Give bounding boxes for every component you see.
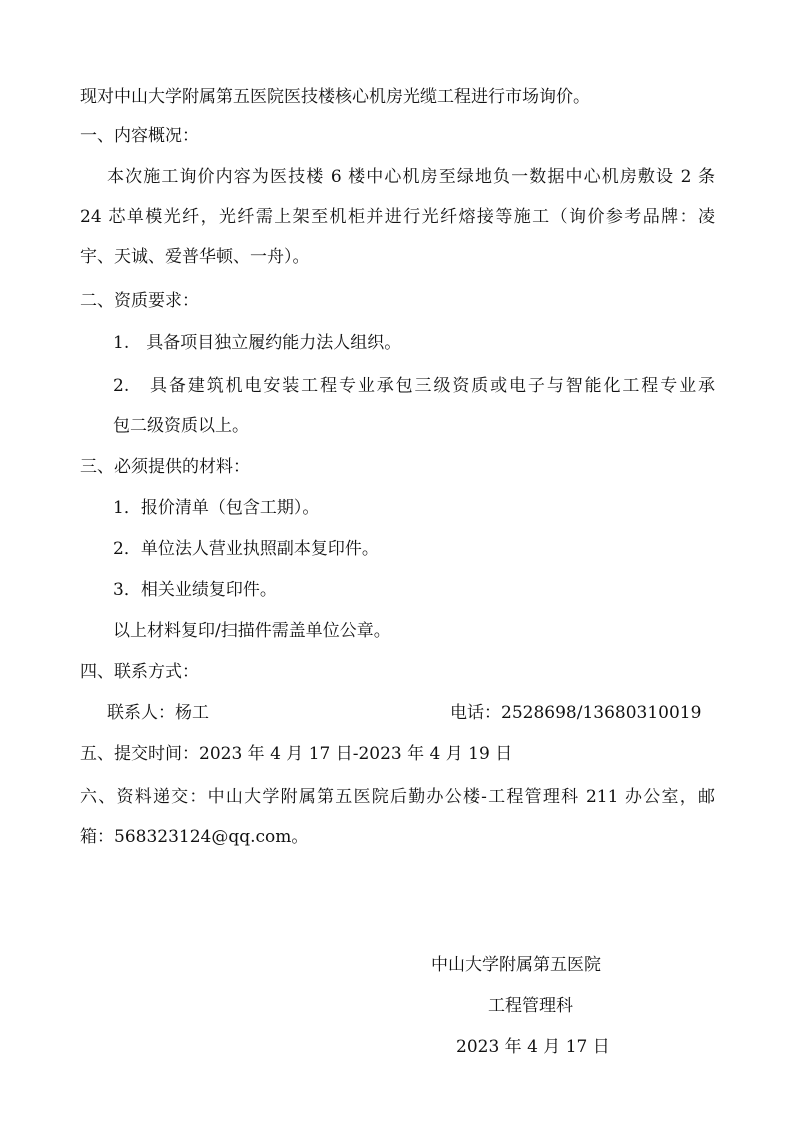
signature-department: 工程管理科 [488, 996, 573, 1016]
materials-note: 以上材料复印/扫描件需盖单位公章。 [113, 621, 391, 641]
intro-paragraph: 现对中山大学附属第五医院医技楼核心机房光缆工程进行市场询价。 [80, 87, 590, 107]
section-heading-required-materials: 三、必须提供的材料： [80, 457, 250, 477]
qualification-item: 1. 具备项目独立履约能力法人组织。 [113, 333, 402, 353]
section-heading-content-overview: 一、内容概况： [80, 126, 199, 146]
submission-time: 五、提交时间：2023 年 4 月 17 日-2023 年 4 月 19 日 [80, 744, 513, 764]
material-item: 2．单位法人营业执照副本复印件。 [113, 539, 379, 559]
material-item: 1．报价清单（包含工期）。 [113, 498, 320, 518]
contact-person: 联系人：杨工 [107, 703, 209, 723]
submission-email-line: 箱：568323124@qq.com。 [80, 827, 309, 847]
contact-phone: 电话：2528698/13680310019 [450, 703, 702, 723]
content-paragraph-line: 宇、天诚、爱普华顿、一舟）。 [80, 247, 310, 267]
signature-date: 2023 年 4 月 17 日 [456, 1037, 610, 1057]
material-item: 3．相关业绩复印件。 [113, 580, 277, 600]
section-heading-contact: 四、联系方式： [80, 662, 199, 682]
content-paragraph-line: 本次施工询价内容为医技楼 6 楼中心机房至绿地负一数据中心机房敷设 2 条 [107, 167, 715, 187]
qualification-item: 2. 具备建筑机电安装工程专业承包三级资质或电子与智能化工程专业承 [113, 376, 715, 396]
submission-address-line: 六、资料递交：中山大学附属第五医院后勤办公楼-工程管理科 211 办公室，邮 [80, 787, 715, 807]
content-paragraph-line: 24 芯单模光纤，光纤需上架至机柜并进行光纤熔接等施工（询价参考品牌：凌 [80, 207, 715, 227]
signature-organization: 中山大学附属第五医院 [431, 955, 601, 975]
qualification-item-continuation: 包二级资质以上。 [113, 416, 249, 436]
section-heading-qualifications: 二、资质要求： [80, 291, 199, 311]
